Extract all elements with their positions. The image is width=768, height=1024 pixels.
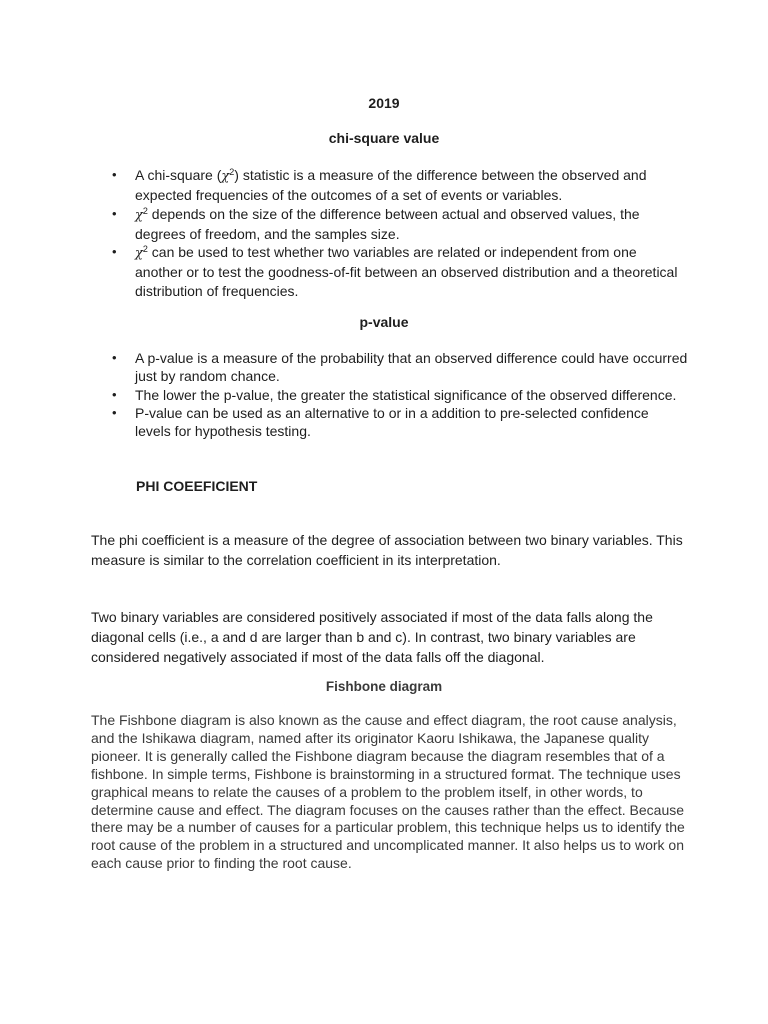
fishbone-paragraph: The Fishbone diagram is also known as the cause and effect diagram, the root cause analysis, and the Ishikawa diagram, named after its originator Kaoru Ishikawa, the Japanese quality pioneer. It is generally called the Fishbone diagram because the diagram resembles that of a fishbone. In simple terms, Fishbone is brainstorming in a structured format. The technique uses graphical means to relate the causes of a problem to the problem itself, in other words, to determine cause and effect. The diagram focuses on the causes rather than the effect. Because there may be a number of causes for a particular problem, this technique helps us to identify the root cause of the problem in a structured and uncomplicated manner. It also helps us to work on each cause prior to finding the root cause. xyxy=(91,712,685,872)
chi-square-bullet-text: depends on the size of the difference between actual and observed values, the degrees of freedom, and the samples size. xyxy=(135,205,640,242)
phi-paragraph-2: Two binary variables are considered positively associated if most of the data falls along the diagonal cells (i.e., a and d are larger than b and c). In contrast, two binary variables are considered negatively associated if most of the data falls off the diagonal. xyxy=(91,609,653,665)
chi-square-bullet-text: A chi-square ( xyxy=(135,167,222,183)
chi-symbol: χ xyxy=(135,246,143,262)
chi-square-bullet xyxy=(108,205,688,244)
chi-exponent: 2 xyxy=(142,244,148,255)
chi-square-list xyxy=(108,166,688,300)
phi-paragraph-1: The phi coefficient is a measure of the degree of association between two binary variables. This measure is similar to the correlation coefficient in its interpretation. xyxy=(91,532,683,568)
p-value-heading: p-value xyxy=(359,314,409,330)
fishbone-heading: Fishbone diagram xyxy=(325,679,443,694)
chi-exponent: 2 xyxy=(142,205,148,216)
year-heading: 2019 xyxy=(368,95,400,111)
chi-square-bullet-text: ) statistic is a measure of the difference between the observed and expected frequencies of the outcomes of a set of events or variables. xyxy=(135,167,647,204)
p-value-bullet: • The lower the p-value, the greater the statistical significance of the observed difference. xyxy=(108,386,688,404)
chi-square-bullet xyxy=(108,243,688,300)
p-value-bullet: • A p-value is a measure of the probability that an observed difference could have occurred just by random chance. xyxy=(108,349,688,386)
chi-square-bullet xyxy=(108,166,688,205)
chi-square-heading: chi-square value xyxy=(328,130,440,146)
chi-symbol: χ xyxy=(135,207,143,223)
phi-heading: PHI COEEFICIENT xyxy=(136,478,258,494)
p-value-list xyxy=(108,349,688,440)
chi-square-bullet-text: can be used to test whether two variables are related or independent from one another or to test the goodness-of-fit between an observed distribution and a theoretical distribution of frequencies. xyxy=(135,244,678,299)
chi-symbol: χ xyxy=(221,169,230,184)
p-value-bullet: • P-value can be used as an alternative to or in a addition to pre-selected confidence levels for hypothesis testing. xyxy=(108,404,688,441)
chi-exponent: 2 xyxy=(229,167,235,177)
